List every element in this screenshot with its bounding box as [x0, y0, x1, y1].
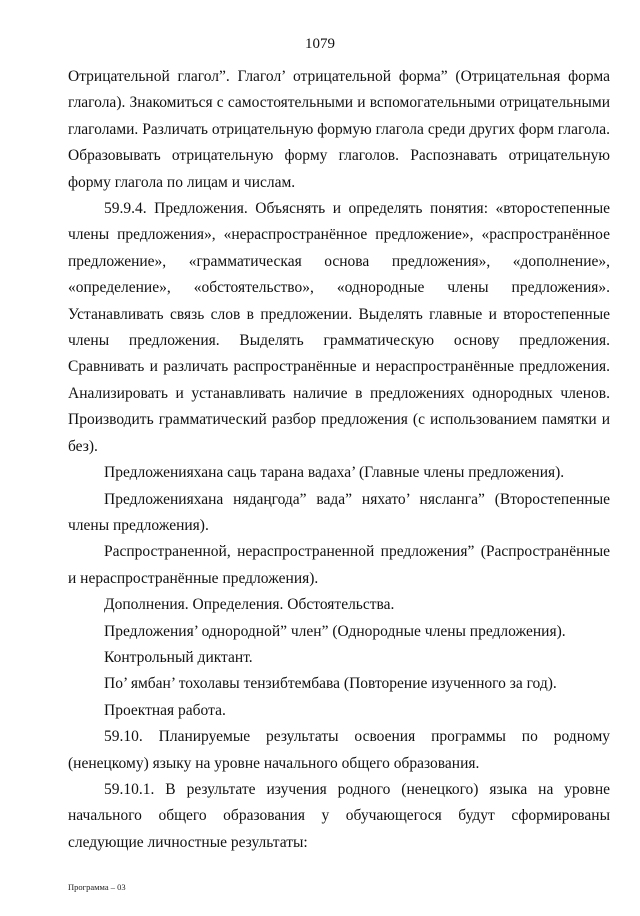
paragraph-dictation: Контрольный диктант. — [104, 648, 253, 666]
paragraph-complements: Дополнения. Определения. Обстоятельства. — [104, 596, 395, 614]
footer-note: Программа – 03 — [68, 882, 126, 892]
body-text — [68, 64, 610, 856]
paragraph-negative-verb: Отрицательной глагол”. Глагол’ отрицательной форма” (Отрицательная форма глагола). Знакомиться с самостоятельными и вспомогательными отрицательными глаголами. Различать отрицательную формую глагола среди других форм глагола. Образовывать отрицательную форму глаголов. Распознавать отрицательную форму глагола по лицам и числам. — [68, 68, 610, 191]
paragraph-secondary-members: Предложенияхана нядаңгода” вада” няхато’ нясланга” (Второстепенные члены предложения). — [68, 490, 610, 534]
paragraph-main-members: Предложенияхана саць тарана вадаха’ (Главные члены предложения). — [104, 464, 565, 482]
paragraph-review: По’ ямбан’ тохолавы тензибтембава (Повторение изученного за год). — [104, 675, 557, 693]
paragraph-homogeneous-members: Предложения’ однородной” член” (Однородные члены предложения). — [104, 622, 566, 640]
paragraph-59-9-4: 59.9.4. Предложения. Объяснять и определять понятия: «второстепенные члены предложения», «нераспространённое предложение», «распространённое предложение», «грамматическая основа предложения», «дополнение», «определение», «обстоятельство», «однородные члены предложения». Устанавливать связь слов в предложении. Выделять главные и второстепенные члены предложения. Выделять грамматическую основу предложения. Сравнивать и различать распространённые и нераспространённые предложения. Анализировать и устанавливать наличие в предложениях однородных членов. Производить грамматический разбор предложения (с использованием памятки и без). — [68, 200, 610, 455]
paragraph-project: Проектная работа. — [104, 701, 226, 719]
paragraph-extended-sentences: Распространенной, нераспространенной предложения” (Распространённые и нераспространённые предложения). — [68, 543, 610, 587]
paragraph-59-10-1: 59.10.1. В результате изучения родного (ненецкого) языка на уровне начального общего образования у обучающегося будут сформированы следующие личностные результаты: — [68, 780, 610, 851]
page-number: 1079 — [305, 36, 335, 52]
paragraph-59-10: 59.10. Планируемые результаты освоения программы по родному (ненецкому) языку на уровне начального общего образования. — [68, 728, 610, 772]
